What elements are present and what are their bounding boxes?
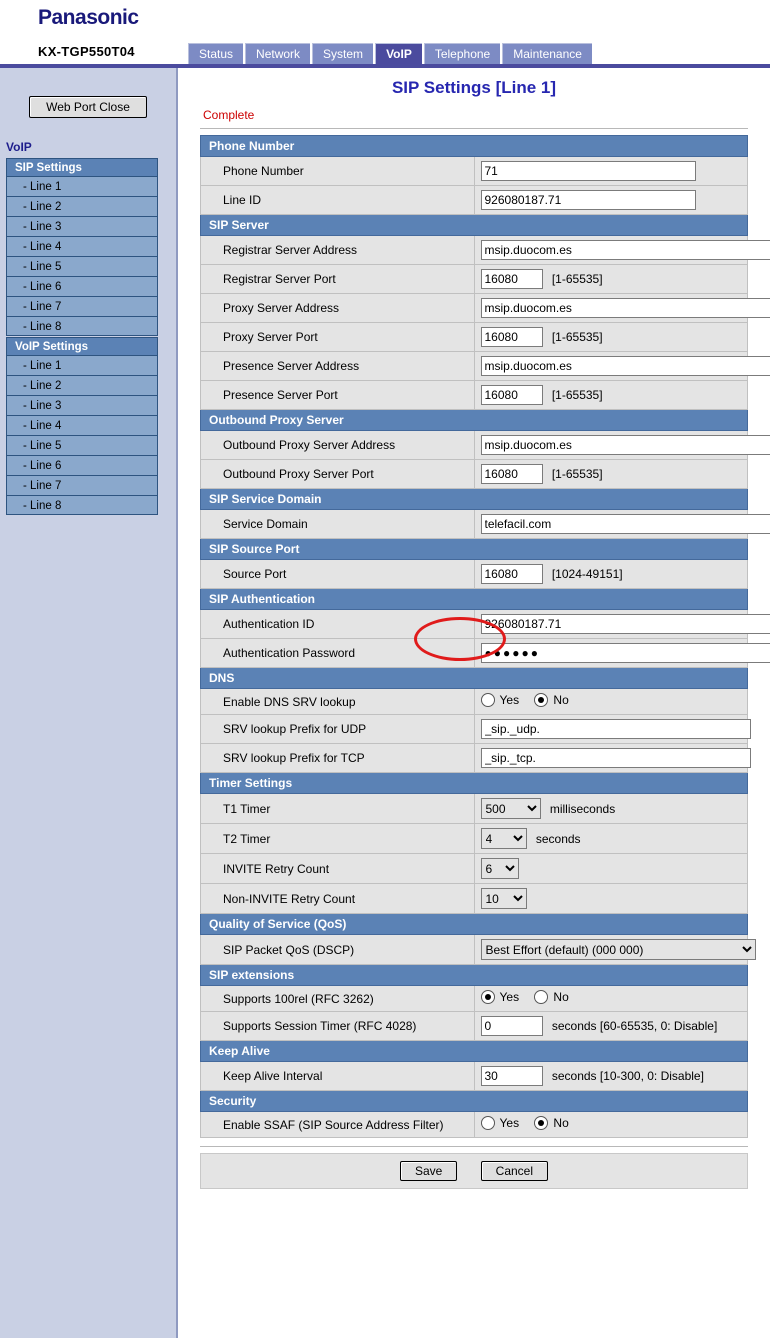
section-header-service-domain: SIP Service Domain [201, 489, 748, 510]
sidebar-item-sip-line-6[interactable]: - Line 6 [6, 276, 158, 296]
label-presence-address: Presence Server Address [201, 352, 475, 381]
label-t2-timer: T2 Timer [201, 824, 475, 854]
dns-srv-yes-label: Yes [499, 693, 520, 707]
sidebar-item-voip-line-6[interactable]: - Line 6 [6, 455, 158, 475]
label-outbound-address: Outbound Proxy Server Address [201, 431, 475, 460]
cell-auth-id [474, 610, 748, 639]
label-registrar-address: Registrar Server Address [201, 236, 475, 265]
section-dns [201, 668, 748, 689]
row-auth-password [201, 639, 748, 668]
proxy-address-input[interactable] [481, 298, 770, 318]
ssaf-no-option[interactable] [534, 1116, 580, 1130]
cell-qos-dscp [474, 935, 748, 965]
cell-proxy-address [474, 294, 748, 323]
section-header-phone-number: Phone Number [201, 136, 748, 157]
row-source-port [201, 560, 748, 589]
sidebar-item-voip-line-8[interactable]: - Line 8 [6, 495, 158, 515]
section-phone-number [201, 136, 748, 157]
label-auth-id: Authentication ID [201, 610, 475, 639]
hint-registrar-port: [1-65535] [551, 272, 603, 286]
section-sip-extensions [201, 965, 748, 986]
sidebar-item-sip-line-3[interactable]: - Line 3 [6, 216, 158, 236]
label-100rel: Supports 100rel (RFC 3262) [201, 986, 475, 1012]
label-keep-alive-interval: Keep Alive Interval [201, 1062, 475, 1091]
tab-status[interactable]: Status [188, 43, 243, 64]
service-domain-input[interactable] [481, 514, 770, 534]
label-source-port: Source Port [201, 560, 475, 589]
authentication-password-input[interactable] [481, 643, 770, 663]
hint-outbound-port: [1-65535] [551, 467, 603, 481]
tab-network[interactable]: Network [245, 43, 310, 64]
row-t1-timer [201, 794, 748, 824]
sidebar-item-sip-line-7[interactable]: - Line 7 [6, 296, 158, 316]
dns-srv-yes-option[interactable] [481, 693, 532, 707]
sidebar-item-sip-line-1[interactable]: - Line 1 [6, 176, 158, 196]
row-100rel [201, 986, 748, 1012]
row-invite-retry [201, 854, 748, 884]
page-title: SIP Settings [Line 1] [391, 78, 557, 97]
label-t1-timer: T1 Timer [201, 794, 475, 824]
label-dns-srv-lookup: Enable DNS SRV lookup [201, 689, 475, 715]
row-qos-dscp [201, 935, 748, 965]
section-header-qos: Quality of Service (QoS) [201, 914, 748, 935]
hint-proxy-port: [1-65535] [551, 330, 603, 344]
phone-number-input[interactable] [481, 161, 696, 181]
label-phone-number: Phone Number [201, 157, 475, 186]
sidebar-item-sip-line-2[interactable]: - Line 2 [6, 196, 158, 216]
sidebar-item-voip-line-3[interactable]: - Line 3 [6, 395, 158, 415]
tab-maintenance[interactable]: Maintenance [502, 43, 592, 64]
invite-retry-select[interactable] [481, 858, 519, 879]
label-line-id: Line ID [201, 186, 475, 215]
hint-session-timer: seconds [60-65535, 0: Disable] [551, 1019, 718, 1033]
sidebar-item-sip-line-8[interactable]: - Line 8 [6, 316, 158, 336]
sidebar-item-voip-line-1[interactable]: - Line 1 [6, 355, 158, 375]
dns-srv-no-option[interactable] [534, 693, 580, 707]
rel100-yes-label: Yes [499, 990, 520, 1004]
row-srv-tcp [201, 744, 748, 773]
session-timer-input[interactable] [481, 1016, 543, 1036]
cell-non-invite-retry [474, 884, 748, 914]
cell-presence-address [474, 352, 748, 381]
row-registrar-address [201, 236, 748, 265]
ssaf-yes-label: Yes [499, 1116, 520, 1130]
sidebar-group-voip-settings[interactable]: VoIP Settings [6, 337, 158, 355]
label-non-invite-retry: Non-INVITE Retry Count [201, 884, 475, 914]
row-presence-address [201, 352, 748, 381]
row-outbound-address [201, 431, 748, 460]
row-t2-timer [201, 824, 748, 854]
section-header-authentication: SIP Authentication [201, 589, 748, 610]
section-header-dns: DNS [201, 668, 748, 689]
section-header-keep-alive: Keep Alive [201, 1041, 748, 1062]
sidebar-group-sip-settings[interactable]: SIP Settings [6, 158, 158, 176]
qos-dscp-select[interactable] [481, 939, 756, 960]
rel100-no-radio[interactable] [534, 990, 548, 1004]
unit-t1-timer: milliseconds [549, 801, 616, 816]
srv-prefix-tcp-input[interactable] [481, 748, 751, 768]
cell-auth-password [474, 639, 748, 668]
tab-voip[interactable]: VoIP [375, 43, 422, 64]
cell-t1-timer [474, 794, 748, 824]
source-port-input[interactable] [481, 564, 543, 584]
label-registrar-port: Registrar Server Port [201, 265, 475, 294]
page-header [0, 0, 770, 68]
sidebar-item-sip-line-5[interactable]: - Line 5 [6, 256, 158, 276]
label-ssaf: Enable SSAF (SIP Source Address Filter) [201, 1112, 475, 1138]
label-outbound-port: Outbound Proxy Server Port [201, 460, 475, 489]
panasonic-logo: Panasonic [38, 6, 139, 29]
row-proxy-port [201, 323, 748, 352]
cell-keep-alive-interval [474, 1062, 748, 1091]
row-phone-number [201, 157, 748, 186]
sidebar-item-sip-line-4[interactable]: - Line 4 [6, 236, 158, 256]
label-srv-udp: SRV lookup Prefix for UDP [201, 715, 475, 744]
row-session-timer [201, 1012, 748, 1041]
label-session-timer: Supports Session Timer (RFC 4028) [201, 1012, 475, 1041]
dns-srv-no-label: No [553, 693, 569, 707]
label-auth-password: Authentication Password [201, 639, 475, 668]
ssaf-yes-radio[interactable] [481, 1116, 495, 1130]
rel100-no-option[interactable] [534, 990, 580, 1004]
sidebar-item-voip-line-2[interactable]: - Line 2 [6, 375, 158, 395]
sidebar-title: VoIP [6, 140, 32, 154]
cell-dns-srv-lookup [474, 689, 748, 715]
main-tab-bar [188, 43, 592, 64]
cell-line-id [474, 186, 748, 215]
sidebar-item-voip-line-4[interactable]: - Line 4 [6, 415, 158, 435]
keep-alive-interval-input[interactable] [481, 1066, 543, 1086]
main-content [178, 68, 770, 1338]
status-message: Complete [203, 108, 255, 122]
tab-system[interactable]: System [312, 43, 373, 64]
t1-timer-select[interactable] [481, 798, 541, 819]
cell-service-domain [474, 510, 748, 539]
cell-registrar-port [474, 265, 748, 294]
rel100-yes-radio[interactable] [481, 990, 495, 1004]
non-invite-retry-select[interactable] [481, 888, 527, 909]
cell-srv-udp [474, 715, 748, 744]
row-srv-udp [201, 715, 748, 744]
label-invite-retry: INVITE Retry Count [201, 854, 475, 884]
cell-invite-retry [474, 854, 748, 884]
title-divider [200, 128, 748, 129]
cell-presence-port [474, 381, 748, 410]
tab-telephone[interactable]: Telephone [424, 43, 500, 64]
ssaf-no-label: No [553, 1116, 569, 1130]
presence-address-input[interactable] [481, 356, 770, 376]
registrar-port-input[interactable] [481, 269, 543, 289]
cell-srv-tcp [474, 744, 748, 773]
section-keep-alive [201, 1041, 748, 1062]
sidebar [0, 68, 178, 1338]
section-qos [201, 914, 748, 935]
cell-ssaf [474, 1112, 748, 1138]
cancel-button[interactable]: Cancel [481, 1161, 548, 1181]
outbound-proxy-port-input[interactable] [481, 464, 543, 484]
label-qos-dscp: SIP Packet QoS (DSCP) [201, 935, 475, 965]
cell-session-timer [474, 1012, 748, 1041]
label-proxy-address: Proxy Server Address [201, 294, 475, 323]
label-proxy-port: Proxy Server Port [201, 323, 475, 352]
cell-source-port [474, 560, 748, 589]
label-presence-port: Presence Server Port [201, 381, 475, 410]
outbound-proxy-address-input[interactable] [481, 435, 770, 455]
hint-keep-alive-interval: seconds [10-300, 0: Disable] [551, 1069, 704, 1083]
unit-t2-timer: seconds [535, 831, 581, 846]
registrar-address-input[interactable] [481, 240, 770, 260]
t2-timer-select[interactable] [481, 828, 527, 849]
ssaf-yes-option[interactable] [481, 1116, 532, 1130]
row-dns-srv-lookup [201, 689, 748, 715]
section-sip-server [201, 215, 748, 236]
row-service-domain [201, 510, 748, 539]
row-non-invite-retry [201, 884, 748, 914]
section-authentication [201, 589, 748, 610]
ssaf-no-radio[interactable] [534, 1116, 548, 1130]
cell-outbound-port [474, 460, 748, 489]
row-presence-port [201, 381, 748, 410]
row-ssaf [201, 1112, 748, 1138]
row-auth-id [201, 610, 748, 639]
section-header-outbound-proxy: Outbound Proxy Server [201, 410, 748, 431]
hint-presence-port: [1-65535] [551, 388, 603, 402]
section-header-source-port: SIP Source Port [201, 539, 748, 560]
sidebar-item-voip-line-7[interactable]: - Line 7 [6, 475, 158, 495]
section-header-sip-extensions: SIP extensions [201, 965, 748, 986]
hint-source-port: [1024-49151] [551, 567, 623, 581]
dns-srv-no-radio[interactable] [534, 693, 548, 707]
row-keep-alive-interval [201, 1062, 748, 1091]
save-button[interactable]: Save [400, 1161, 457, 1181]
section-source-port [201, 539, 748, 560]
section-service-domain [201, 489, 748, 510]
label-srv-tcp: SRV lookup Prefix for TCP [201, 744, 475, 773]
row-outbound-port [201, 460, 748, 489]
section-header-timer-settings: Timer Settings [201, 773, 748, 794]
rel100-no-label: No [553, 990, 569, 1004]
cell-phone-number [474, 157, 748, 186]
section-header-security: Security [201, 1091, 748, 1112]
cell-registrar-address [474, 236, 748, 265]
web-port-close-button[interactable]: Web Port Close [29, 96, 147, 118]
sip-settings-form [200, 135, 748, 1138]
form-button-bar [200, 1153, 748, 1189]
buttons-divider [200, 1146, 748, 1147]
section-header-sip-server: SIP Server [201, 215, 748, 236]
cell-100rel [474, 986, 748, 1012]
presence-port-input[interactable] [481, 385, 543, 405]
cell-proxy-port [474, 323, 748, 352]
label-service-domain: Service Domain [201, 510, 475, 539]
section-timer-settings [201, 773, 748, 794]
cell-outbound-address [474, 431, 748, 460]
row-registrar-port [201, 265, 748, 294]
section-outbound-proxy [201, 410, 748, 431]
rel100-yes-option[interactable] [481, 990, 532, 1004]
cell-t2-timer [474, 824, 748, 854]
section-security [201, 1091, 748, 1112]
row-line-id [201, 186, 748, 215]
authentication-id-input[interactable] [481, 614, 770, 634]
line-id-input[interactable] [481, 190, 696, 210]
row-proxy-address [201, 294, 748, 323]
proxy-port-input[interactable] [481, 327, 543, 347]
dns-srv-yes-radio[interactable] [481, 693, 495, 707]
device-model-label: KX-TGP550T04 [38, 44, 135, 59]
srv-prefix-udp-input[interactable] [481, 719, 751, 739]
sidebar-item-voip-line-5[interactable]: - Line 5 [6, 435, 158, 455]
